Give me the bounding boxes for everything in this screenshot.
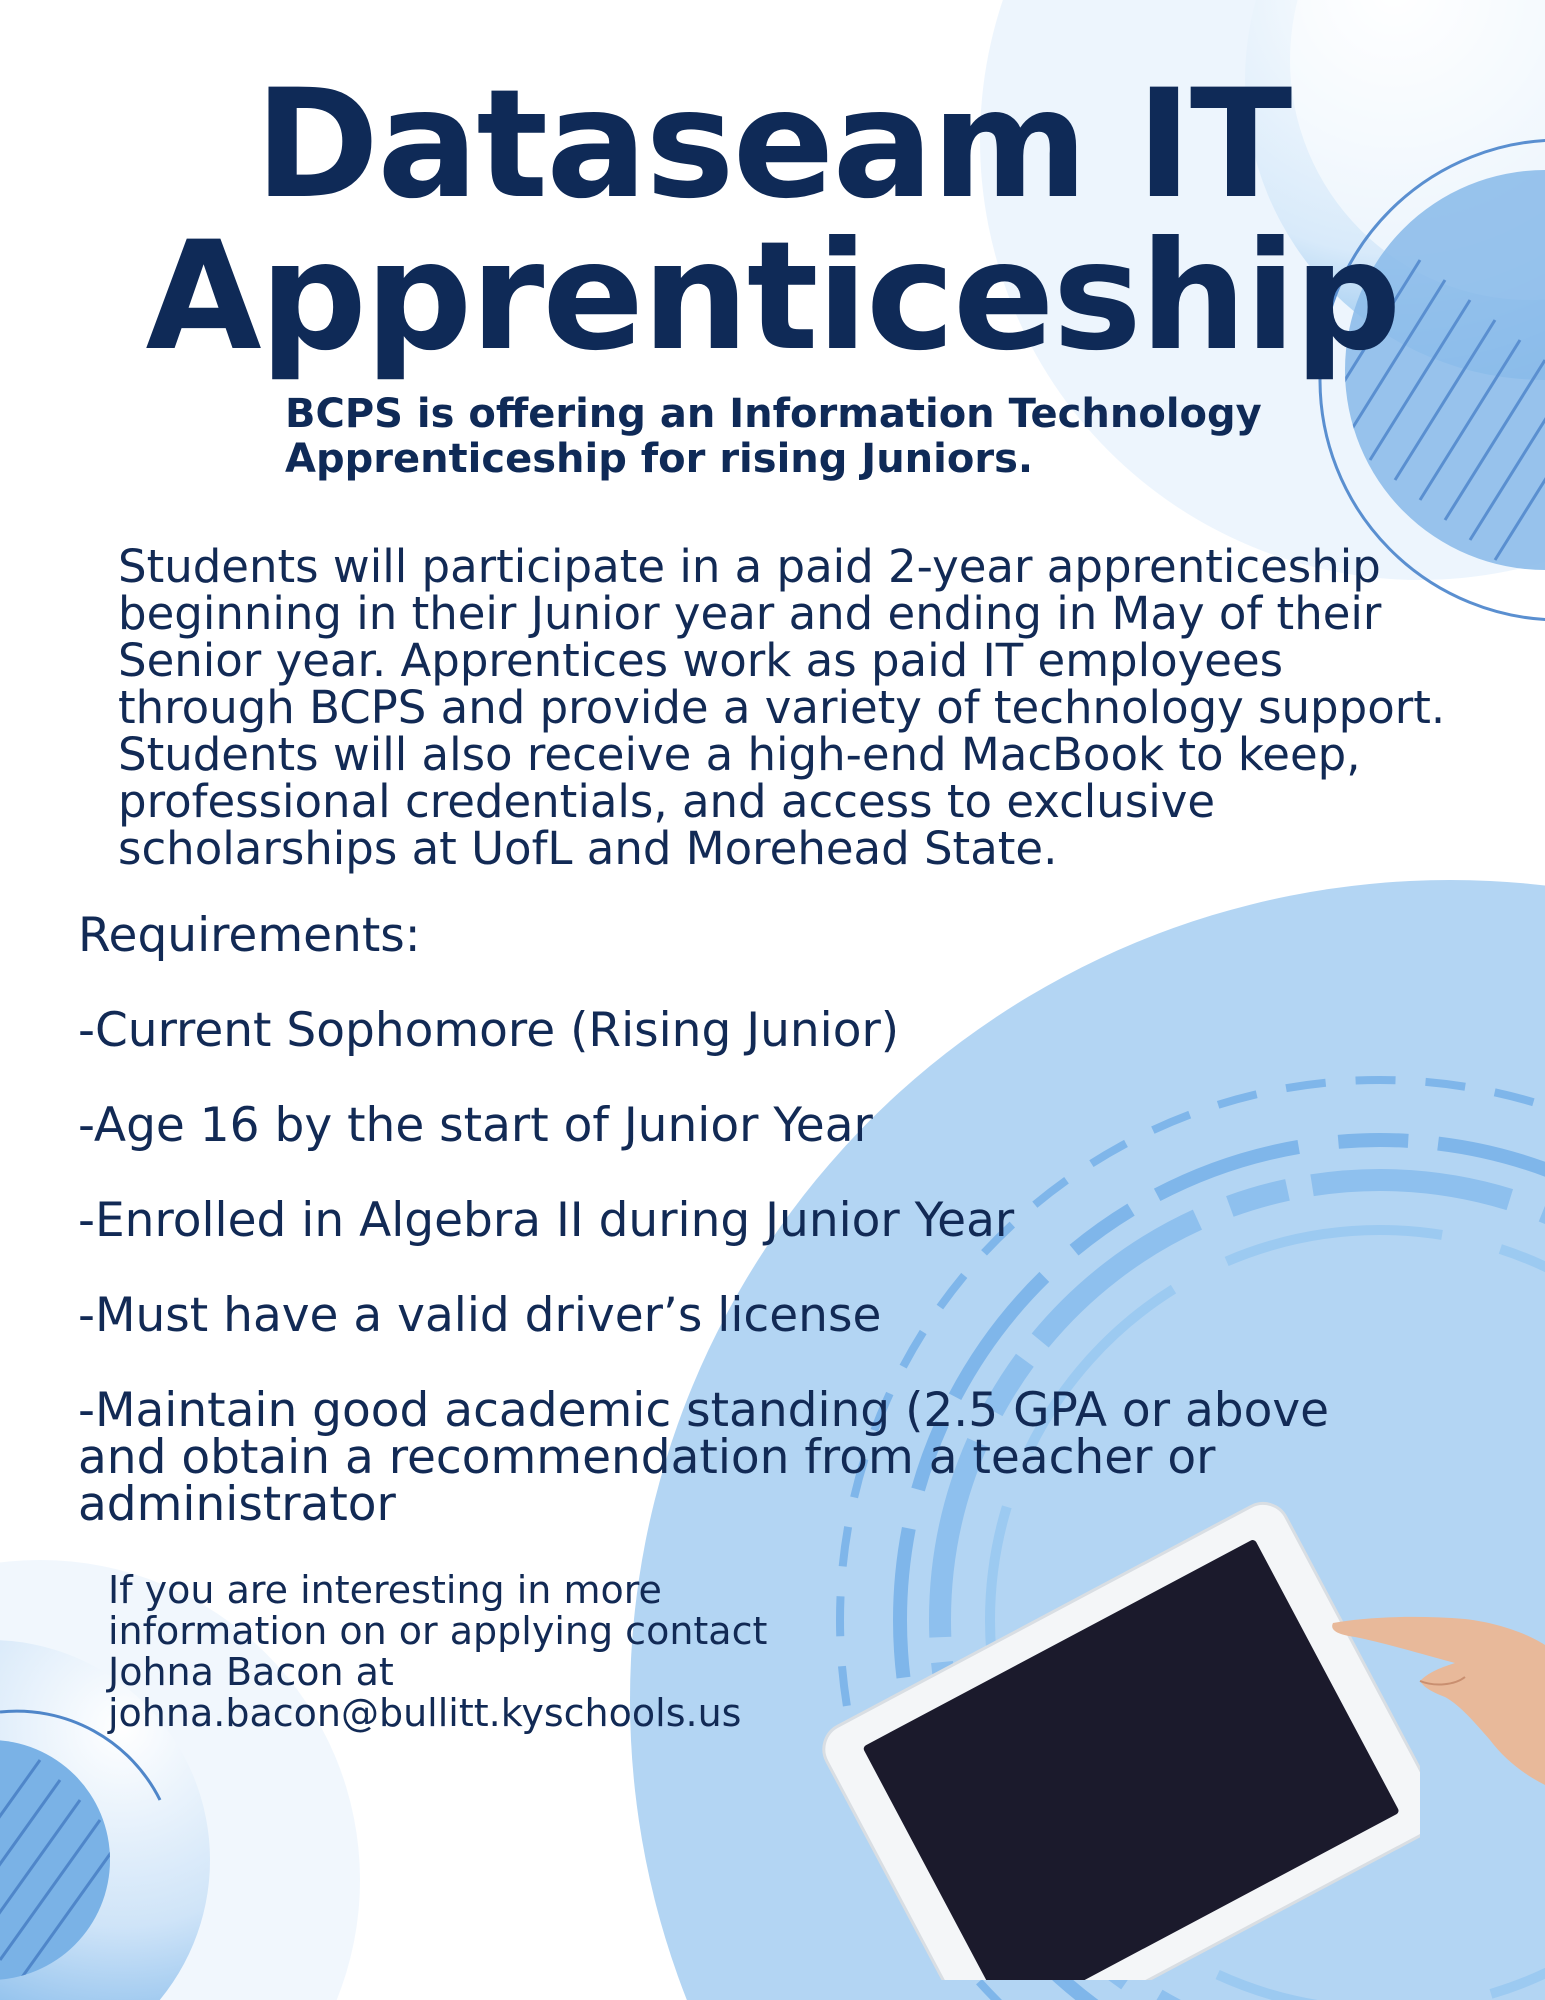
- requirement-item: -Current Sophomore (Rising Junior): [78, 1003, 900, 1058]
- page-title-line2: Apprenticeship: [145, 210, 1400, 384]
- requirement-item: -Maintain good academic standing (2.5 GPA or above and obtain a recommendation from a teacher or administrator: [78, 1383, 1330, 1532]
- requirement-item: -Must have a valid driver’s license: [78, 1288, 882, 1343]
- requirements-heading: Requirements:: [78, 908, 421, 963]
- description-paragraph: Students will participate in a paid 2-year apprenticeship beginning in their Junior year and ending in May of their Senior year. Apprentices work as paid IT employees through BCPS and provide a variety of technology support. Students will also receive a high-end MacBook to keep, professional credentials, and access to exclusive scholarships at UofL and Morehead State.: [118, 540, 1446, 875]
- requirement-item: -Enrolled in Algebra II during Junior Year: [78, 1193, 1015, 1248]
- contact-info: If you are interesting in more information on or applying contact Johna Bacon at johna.bacon@bullitt.kyschools.us: [108, 1568, 768, 1735]
- page-title-line1: Dataseam IT: [254, 58, 1291, 232]
- subtitle: BCPS is offering an Information Technology Apprenticeship for rising Juniors.: [285, 391, 1262, 482]
- requirement-item: -Age 16 by the start of Junior Year: [78, 1098, 873, 1153]
- pointing-hand: [1325, 1605, 1545, 1785]
